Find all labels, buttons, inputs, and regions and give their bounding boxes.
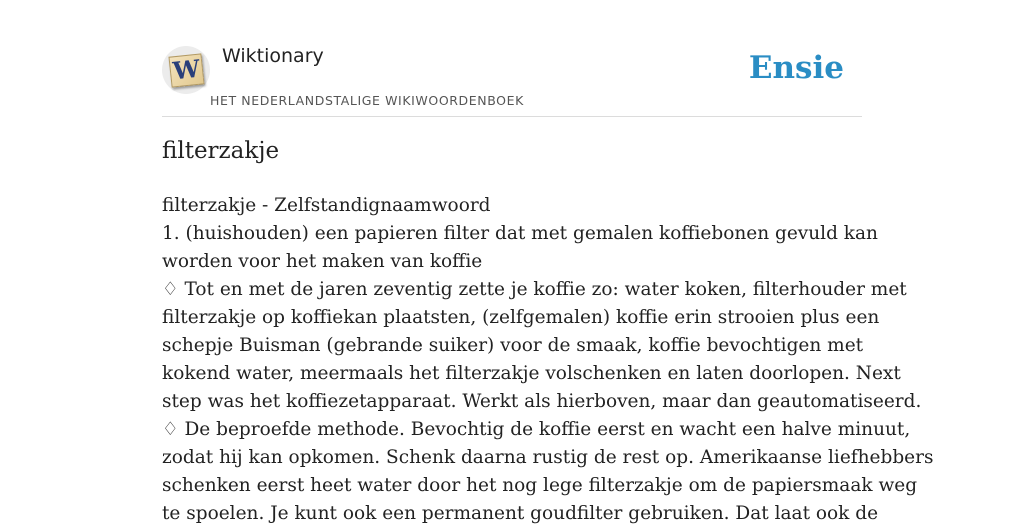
logo-tile bbox=[168, 53, 204, 87]
site-name[interactable]: Wiktionary bbox=[222, 45, 324, 67]
definition-line: step was het koffiezetapparaat. Werkt als hierboven, maar dan geautomatiseerd. bbox=[162, 391, 922, 412]
definition-line: ♢ Tot en met de jaren zeventig zette je koffie zo: water koken, filterhouder met bbox=[162, 279, 907, 300]
site-header bbox=[162, 40, 862, 117]
site-tagline: HET NEDERLANDSTALIGE WIKIWOORDENBOEK bbox=[210, 93, 524, 108]
page-title: filterzakje bbox=[162, 138, 280, 164]
definition-line: filterzakje - Zelfstandignaamwoord bbox=[162, 195, 491, 216]
definition-line: filterzakje op koffiekan plaatsten, (zelfgemalen) koffie erin strooien plus een bbox=[162, 307, 880, 328]
definition-line: schepje Buisman (gebrande suiker) voor de smaak, koffie bevochtigen met bbox=[162, 335, 864, 356]
logo-letter: W bbox=[171, 53, 202, 86]
definition-line: worden voor het maken van koffie bbox=[162, 251, 483, 272]
definition-line: schenken eerst heet water door het nog lege filterzakje om de papiersmaak weg bbox=[162, 475, 918, 496]
definition-line: kokend water, meermaals het filterzakje volschenken en laten doorlopen. Next bbox=[162, 363, 901, 384]
definition-line: zodat hij kan opkomen. Schenk daarna rustig de rest op. Amerikaanse liefhebbers bbox=[162, 447, 934, 468]
definition-line: te spoelen. Je kunt ook een permanent goudfilter gebruiken. Dat laat ook de bbox=[162, 503, 879, 524]
definition-line: 1. (huishouden) een papieren filter dat met gemalen koffiebonen gevuld kan bbox=[162, 223, 878, 244]
definition-line: ♢ De beproefde methode. Bevochtig de koffie eerst en wacht een halve minuut, bbox=[162, 419, 911, 440]
definition-text bbox=[162, 192, 934, 528]
wiktionary-logo-icon[interactable] bbox=[162, 46, 210, 94]
ensie-brand-link[interactable]: Ensie bbox=[748, 50, 844, 86]
